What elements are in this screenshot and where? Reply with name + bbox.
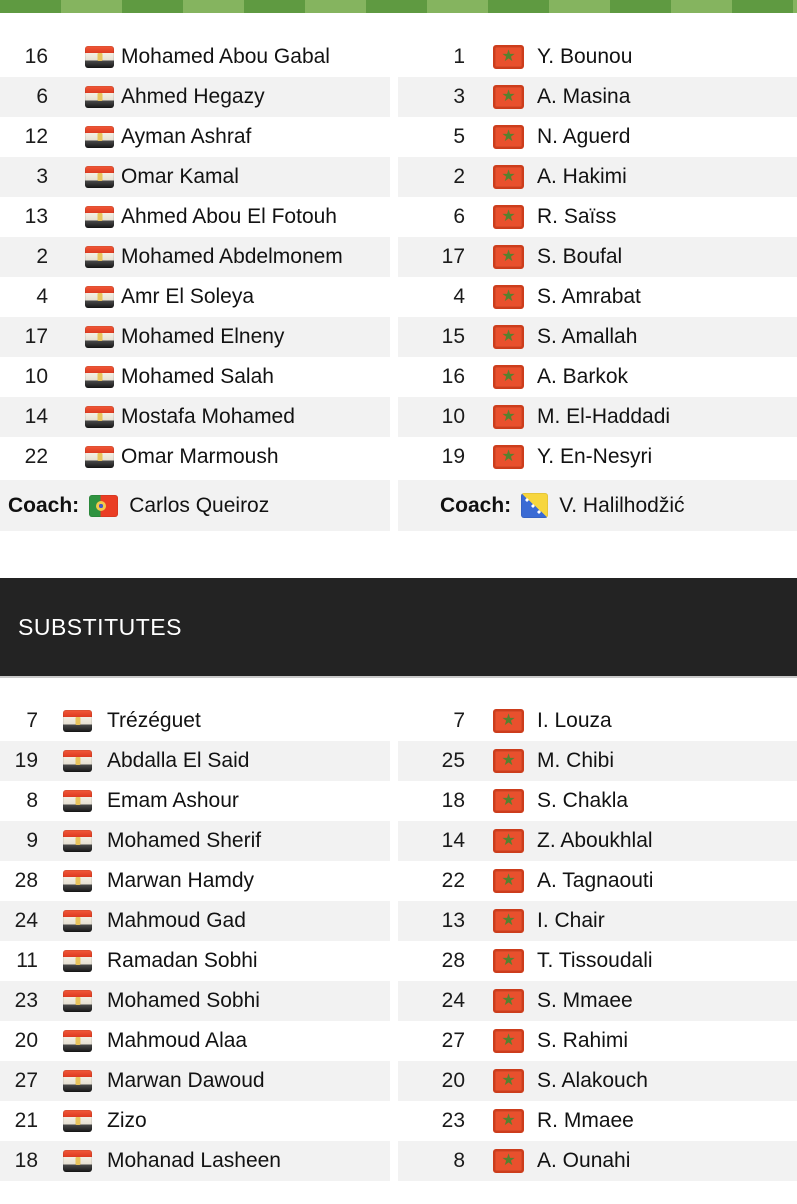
player-name: A. Ounahi bbox=[537, 1149, 631, 1172]
lineup-row bbox=[0, 117, 797, 157]
substitute-row bbox=[0, 741, 797, 781]
away-coach-label: Coach: bbox=[440, 493, 512, 517]
flag-egypt-icon bbox=[63, 950, 92, 972]
lineup-row-away-player[interactable] bbox=[398, 357, 797, 397]
player-name: Omar Marmoush bbox=[121, 445, 279, 468]
shirt-number: 13 bbox=[24, 205, 48, 228]
player-name: S. Mmaee bbox=[537, 989, 633, 1012]
away-coach-name: V. Halilhodžić bbox=[559, 493, 685, 517]
substitute-row bbox=[0, 1061, 797, 1101]
shirt-number: 28 bbox=[441, 949, 465, 972]
substitute-row-home-player[interactable] bbox=[0, 741, 390, 781]
lineup-row-away-player[interactable] bbox=[398, 437, 797, 477]
flag-egypt-icon bbox=[85, 86, 114, 108]
player-name: S. Alakouch bbox=[537, 1069, 648, 1092]
substitute-row bbox=[0, 1101, 797, 1141]
substitute-row bbox=[0, 861, 797, 901]
substitute-row-home-player[interactable] bbox=[0, 901, 390, 941]
shirt-number: 8 bbox=[453, 1149, 465, 1172]
away-coach bbox=[398, 480, 797, 531]
flag-morocco-icon bbox=[493, 1109, 524, 1133]
substitute-row bbox=[0, 941, 797, 981]
shirt-number: 22 bbox=[441, 869, 465, 892]
player-name: Mohanad Lasheen bbox=[107, 1149, 281, 1172]
flag-egypt-icon bbox=[63, 910, 92, 932]
substitute-row-home-player[interactable] bbox=[0, 1101, 390, 1141]
flag-egypt-icon bbox=[63, 990, 92, 1012]
player-name: A. Barkok bbox=[537, 365, 629, 388]
substitute-row-home-player[interactable] bbox=[0, 701, 390, 741]
flag-morocco-icon bbox=[493, 85, 524, 109]
player-name: S. Rahimi bbox=[537, 1029, 629, 1052]
flag-morocco-icon bbox=[493, 45, 524, 69]
lineup-row-away-player[interactable] bbox=[398, 317, 797, 357]
substitute-row-home-player[interactable] bbox=[0, 781, 390, 821]
shirt-number: 3 bbox=[453, 85, 465, 108]
shirt-number: 27 bbox=[441, 1029, 465, 1052]
home-coach bbox=[0, 480, 390, 531]
player-name: Mohamed Abdelmonem bbox=[121, 245, 343, 268]
lineup-row-away-player[interactable] bbox=[398, 117, 797, 157]
column-gap bbox=[390, 77, 398, 117]
player-name: Zizo bbox=[107, 1109, 147, 1132]
shirt-number: 19 bbox=[14, 749, 38, 772]
substitute-row-home-player[interactable] bbox=[0, 981, 390, 1021]
flag-morocco-icon bbox=[493, 989, 524, 1013]
flag-egypt-icon bbox=[63, 870, 92, 892]
column-gap bbox=[390, 821, 398, 861]
flag-morocco-icon bbox=[493, 1149, 524, 1173]
column-gap bbox=[390, 277, 398, 317]
column-gap bbox=[390, 741, 398, 781]
flag-morocco-icon bbox=[493, 285, 524, 309]
flag-morocco-icon bbox=[493, 1029, 524, 1053]
shirt-number: 10 bbox=[441, 405, 465, 428]
lineup-row bbox=[0, 157, 797, 197]
lineup-row-away-player[interactable] bbox=[398, 237, 797, 277]
lineup-row-home-player[interactable] bbox=[0, 237, 390, 277]
player-name: A. Tagnaouti bbox=[537, 869, 654, 892]
player-name: Abdalla El Said bbox=[107, 749, 250, 772]
lineup-row-away-player[interactable] bbox=[398, 37, 797, 77]
substitute-row-home-player[interactable] bbox=[0, 821, 390, 861]
column-gap bbox=[390, 357, 398, 397]
player-name: S. Amrabat bbox=[537, 285, 641, 308]
substitute-row-home-player[interactable] bbox=[0, 1021, 390, 1061]
substitute-row-away-player[interactable] bbox=[398, 781, 797, 821]
flag-morocco-icon bbox=[493, 325, 524, 349]
flag-egypt-icon bbox=[63, 1110, 92, 1132]
flag-morocco-icon bbox=[493, 405, 524, 429]
column-gap bbox=[390, 37, 398, 77]
substitute-row-away-player[interactable] bbox=[398, 1101, 797, 1141]
bosnia-flag-icon bbox=[521, 493, 548, 518]
shirt-number: 25 bbox=[441, 749, 465, 772]
shirt-number: 1 bbox=[453, 45, 465, 68]
shirt-number: 12 bbox=[24, 125, 48, 148]
player-name: Marwan Hamdy bbox=[107, 869, 255, 892]
home-coach-label: Coach: bbox=[8, 493, 80, 517]
substitute-row bbox=[0, 1021, 797, 1061]
column-gap bbox=[390, 237, 398, 277]
column-gap bbox=[390, 1061, 398, 1101]
flag-egypt-icon bbox=[85, 126, 114, 148]
lineup-row bbox=[0, 317, 797, 357]
column-gap bbox=[390, 701, 398, 741]
player-name: Omar Kamal bbox=[121, 165, 239, 188]
shirt-number: 21 bbox=[14, 1109, 38, 1132]
flag-egypt-icon bbox=[85, 46, 114, 68]
player-name: Ahmed Hegazy bbox=[121, 85, 265, 108]
shirt-number: 4 bbox=[36, 285, 48, 308]
shirt-number: 16 bbox=[441, 365, 465, 388]
player-name: Emam Ashour bbox=[107, 789, 239, 812]
substitute-row-away-player[interactable] bbox=[398, 1061, 797, 1101]
player-name: Trézéguet bbox=[107, 709, 201, 732]
substitute-row-away-player[interactable] bbox=[398, 861, 797, 901]
flag-egypt-icon bbox=[63, 710, 92, 732]
lineup-row-home-player[interactable] bbox=[0, 157, 390, 197]
player-name: Mohamed Salah bbox=[121, 365, 274, 388]
flag-morocco-icon bbox=[493, 1069, 524, 1093]
portugal-flag-icon bbox=[89, 495, 118, 517]
lineup-row-home-player[interactable] bbox=[0, 197, 390, 237]
flag-morocco-icon bbox=[493, 165, 524, 189]
lineup-row-home-player[interactable] bbox=[0, 317, 390, 357]
flag-egypt-icon bbox=[85, 286, 114, 308]
shirt-number: 23 bbox=[14, 989, 38, 1012]
player-name: Ayman Ashraf bbox=[121, 125, 252, 148]
shirt-number: 24 bbox=[14, 909, 38, 932]
flag-egypt-icon bbox=[63, 1070, 92, 1092]
lineup-row bbox=[0, 397, 797, 437]
flag-egypt-icon bbox=[85, 166, 114, 188]
column-gap bbox=[390, 1141, 398, 1181]
shirt-number: 15 bbox=[441, 325, 465, 348]
column-gap bbox=[390, 197, 398, 237]
shirt-number: 20 bbox=[14, 1029, 38, 1052]
flag-egypt-icon bbox=[63, 790, 92, 812]
flag-morocco-icon bbox=[493, 709, 524, 733]
substitutes-section-header bbox=[0, 578, 797, 678]
shirt-number: 17 bbox=[441, 245, 465, 268]
shirt-number: 11 bbox=[16, 949, 38, 972]
shirt-number: 24 bbox=[441, 989, 465, 1012]
flag-morocco-icon bbox=[493, 829, 524, 853]
player-name: Z. Aboukhlal bbox=[537, 829, 653, 852]
player-name: I. Chair bbox=[537, 909, 605, 932]
lineup-row bbox=[0, 437, 797, 477]
shirt-number: 2 bbox=[36, 245, 48, 268]
flag-egypt-icon bbox=[85, 246, 114, 268]
flag-morocco-icon bbox=[493, 869, 524, 893]
shirt-number: 28 bbox=[14, 869, 38, 892]
flag-morocco-icon bbox=[493, 245, 524, 269]
player-name: S. Boufal bbox=[537, 245, 623, 268]
shirt-number: 7 bbox=[453, 709, 465, 732]
lineup-row bbox=[0, 357, 797, 397]
lineup-row-home-player[interactable] bbox=[0, 277, 390, 317]
lineup-row-home-player[interactable] bbox=[0, 117, 390, 157]
flag-egypt-icon bbox=[63, 830, 92, 852]
substitute-row-away-player[interactable] bbox=[398, 1141, 797, 1181]
substitute-row-home-player[interactable] bbox=[0, 1061, 390, 1101]
lineup-row-home-player[interactable] bbox=[0, 397, 390, 437]
substitute-row-away-player[interactable] bbox=[398, 901, 797, 941]
shirt-number: 2 bbox=[453, 165, 465, 188]
substitute-row bbox=[0, 701, 797, 741]
lineup-row-home-player[interactable] bbox=[0, 437, 390, 477]
player-name: Y. En-Nesyri bbox=[537, 445, 653, 468]
player-name: M. El-Haddadi bbox=[537, 405, 671, 428]
player-name: Mohamed Sherif bbox=[107, 829, 262, 852]
player-name: Mohamed Abou Gabal bbox=[121, 45, 330, 68]
flag-egypt-icon bbox=[85, 446, 114, 468]
flag-egypt-icon bbox=[63, 1030, 92, 1052]
player-name: Marwan Dawoud bbox=[107, 1069, 265, 1092]
player-name: Mahmoud Alaa bbox=[107, 1029, 248, 1052]
lineup-row bbox=[0, 37, 797, 77]
lineup-row-home-player[interactable] bbox=[0, 77, 390, 117]
substitute-row-away-player[interactable] bbox=[398, 1021, 797, 1061]
flag-morocco-icon bbox=[493, 445, 524, 469]
shirt-number: 14 bbox=[441, 829, 465, 852]
lineup-row-away-player[interactable] bbox=[398, 277, 797, 317]
column-gap bbox=[390, 861, 398, 901]
flag-morocco-icon bbox=[493, 949, 524, 973]
lineup-row-home-player[interactable] bbox=[0, 357, 390, 397]
column-gap bbox=[390, 157, 398, 197]
player-name: M. Chibi bbox=[537, 749, 615, 772]
substitute-row bbox=[0, 821, 797, 861]
player-name: A. Masina bbox=[537, 85, 631, 108]
player-name: Ramadan Sobhi bbox=[107, 949, 258, 972]
shirt-number: 16 bbox=[24, 45, 48, 68]
column-gap bbox=[390, 981, 398, 1021]
shirt-number: 4 bbox=[453, 285, 465, 308]
flag-egypt-icon bbox=[85, 326, 114, 348]
player-name: A. Hakimi bbox=[537, 165, 627, 188]
player-name: N. Aguerd bbox=[537, 125, 631, 148]
substitute-row-home-player[interactable] bbox=[0, 941, 390, 981]
pitch-top-bar bbox=[0, 0, 797, 13]
column-gap bbox=[390, 1021, 398, 1061]
shirt-number: 3 bbox=[36, 165, 48, 188]
flag-morocco-icon bbox=[493, 749, 524, 773]
player-name: Mostafa Mohamed bbox=[121, 405, 295, 428]
lineup-row bbox=[0, 277, 797, 317]
shirt-number: 18 bbox=[441, 789, 465, 812]
column-gap bbox=[390, 317, 398, 357]
column-gap bbox=[390, 901, 398, 941]
shirt-number: 6 bbox=[453, 205, 465, 228]
player-name: Amr El Soleya bbox=[121, 285, 255, 308]
substitute-row-away-player[interactable] bbox=[398, 981, 797, 1021]
home-coach-name: Carlos Queiroz bbox=[129, 493, 270, 517]
substitute-row-away-player[interactable] bbox=[398, 821, 797, 861]
flag-morocco-icon bbox=[493, 365, 524, 389]
substitute-row-home-player[interactable] bbox=[0, 1141, 390, 1181]
shirt-number: 5 bbox=[453, 125, 465, 148]
lineup-row-away-player[interactable] bbox=[398, 157, 797, 197]
player-name: S. Amallah bbox=[537, 325, 638, 348]
column-gap bbox=[390, 480, 398, 531]
shirt-number: 10 bbox=[24, 365, 48, 388]
shirt-number: 7 bbox=[26, 709, 38, 732]
lineup-row bbox=[0, 197, 797, 237]
substitute-row bbox=[0, 1141, 797, 1181]
shirt-number: 27 bbox=[14, 1069, 38, 1092]
player-name: S. Chakla bbox=[537, 789, 629, 812]
substitute-row bbox=[0, 981, 797, 1021]
substitute-row-home-player[interactable] bbox=[0, 861, 390, 901]
coach-row bbox=[0, 480, 797, 531]
lineup-row-home-player[interactable] bbox=[0, 37, 390, 77]
substitutes-list bbox=[0, 701, 797, 1181]
column-gap bbox=[390, 437, 398, 477]
player-name: Ahmed Abou El Fotouh bbox=[121, 205, 337, 228]
lineup-row-away-player[interactable] bbox=[398, 197, 797, 237]
column-gap bbox=[390, 941, 398, 981]
player-name: Mahmoud Gad bbox=[107, 909, 246, 932]
player-name: R. Mmaee bbox=[537, 1109, 634, 1132]
shirt-number: 6 bbox=[36, 85, 48, 108]
shirt-number: 9 bbox=[26, 829, 38, 852]
flag-egypt-icon bbox=[63, 750, 92, 772]
substitute-row bbox=[0, 901, 797, 941]
flag-morocco-icon bbox=[493, 789, 524, 813]
shirt-number: 14 bbox=[24, 405, 48, 428]
player-name: R. Saïss bbox=[537, 205, 617, 228]
column-gap bbox=[390, 397, 398, 437]
lineup-row-away-player[interactable] bbox=[398, 397, 797, 437]
flag-egypt-icon bbox=[85, 366, 114, 388]
flag-egypt-icon bbox=[63, 1150, 92, 1172]
substitutes-title: SUBSTITUTES bbox=[18, 613, 182, 640]
shirt-number: 18 bbox=[14, 1149, 38, 1172]
flag-egypt-icon bbox=[85, 206, 114, 228]
flag-morocco-icon bbox=[493, 909, 524, 933]
shirt-number: 8 bbox=[26, 789, 38, 812]
column-gap bbox=[390, 781, 398, 821]
shirt-number: 19 bbox=[441, 445, 465, 468]
flag-egypt-icon bbox=[85, 406, 114, 428]
player-name: Mohamed Elneny bbox=[121, 325, 285, 348]
substitute-row-away-player[interactable] bbox=[398, 941, 797, 981]
shirt-number: 17 bbox=[24, 325, 48, 348]
starting-lineups-list bbox=[0, 37, 797, 477]
substitute-row-away-player[interactable] bbox=[398, 741, 797, 781]
player-name: T. Tissoudali bbox=[537, 949, 653, 972]
shirt-number: 23 bbox=[441, 1109, 465, 1132]
shirt-number: 22 bbox=[24, 445, 48, 468]
flag-morocco-icon bbox=[493, 205, 524, 229]
shirt-number: 13 bbox=[441, 909, 465, 932]
lineup-row-away-player[interactable] bbox=[398, 77, 797, 117]
substitute-row-away-player[interactable] bbox=[398, 701, 797, 741]
shirt-number: 20 bbox=[441, 1069, 465, 1092]
lineup-row bbox=[0, 77, 797, 117]
column-gap bbox=[390, 117, 398, 157]
player-name: I. Louza bbox=[537, 709, 612, 732]
player-name: Mohamed Sobhi bbox=[107, 989, 260, 1012]
flag-morocco-icon bbox=[493, 125, 524, 149]
player-name: Y. Bounou bbox=[537, 45, 633, 68]
column-gap bbox=[390, 1101, 398, 1141]
substitute-row bbox=[0, 781, 797, 821]
lineup-row bbox=[0, 237, 797, 277]
